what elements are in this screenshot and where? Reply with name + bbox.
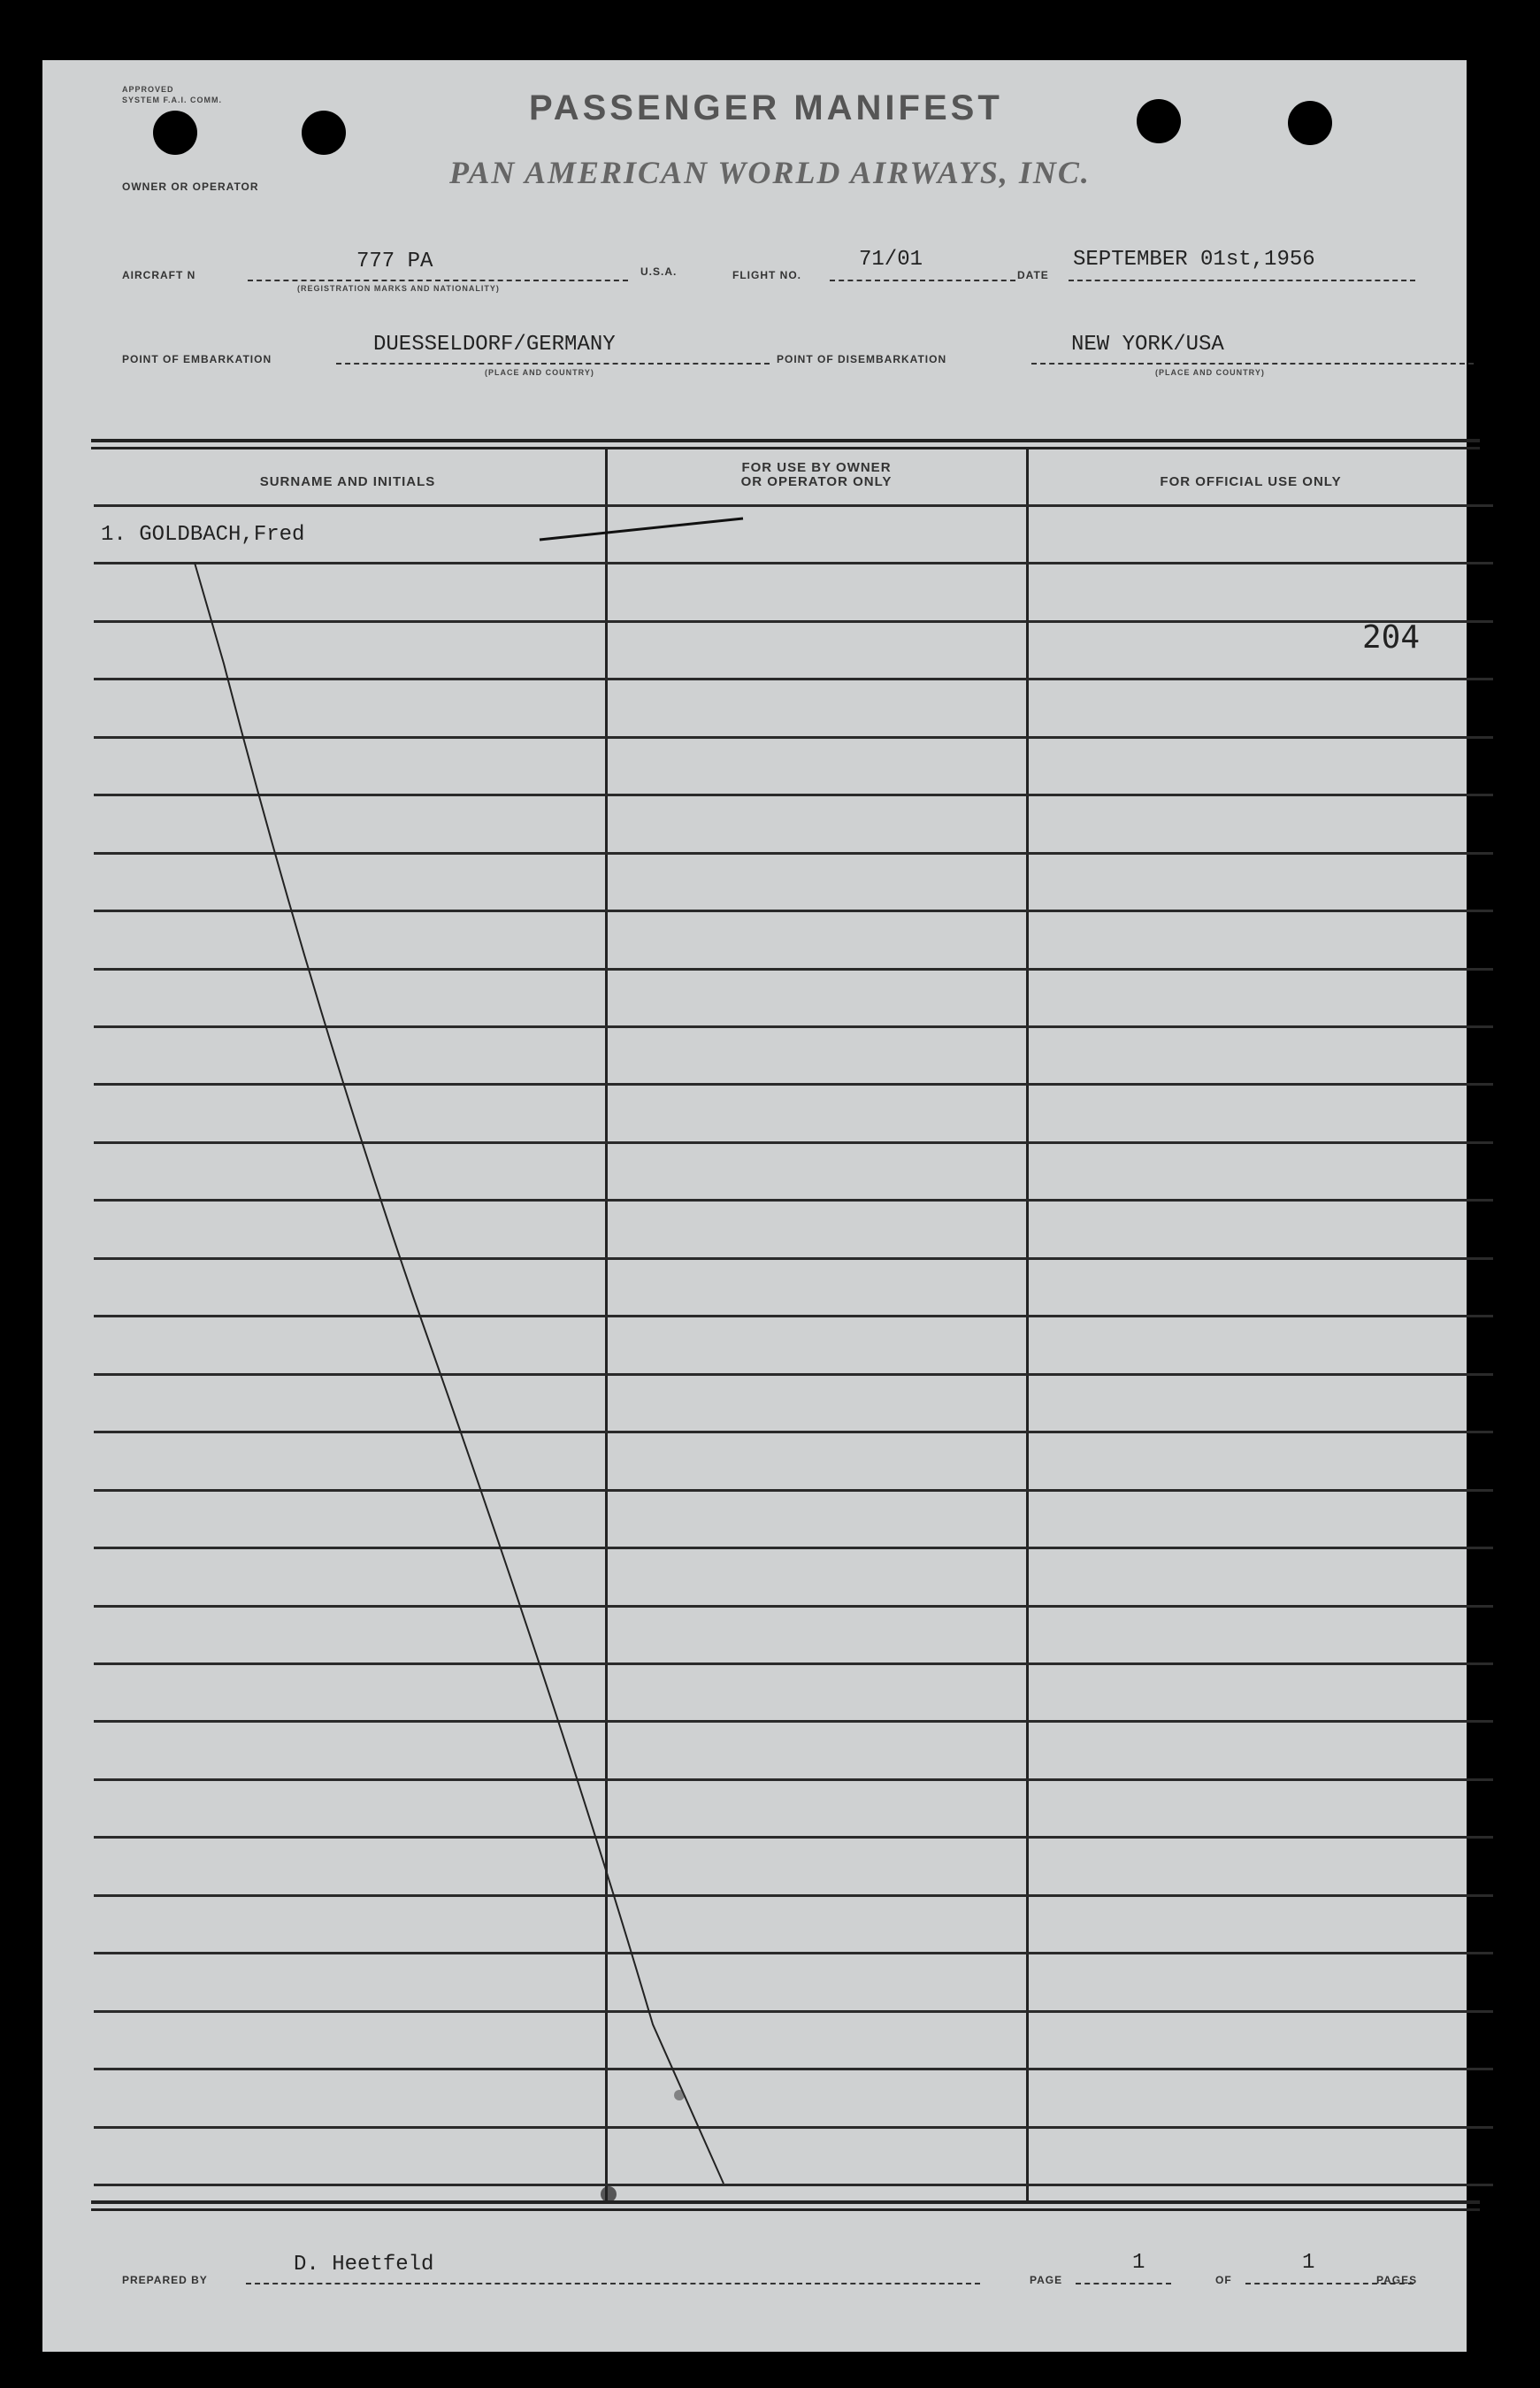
table-bottom-rule-2 xyxy=(91,2208,1480,2211)
registration-caption: (REGISTRATION MARKS AND NATIONALITY) xyxy=(297,284,500,293)
page-underline xyxy=(1076,2283,1171,2284)
aircraft-label: AIRCRAFT N xyxy=(122,269,196,281)
col-header-surname: SURNAME AND INITIALS xyxy=(259,474,436,489)
handwritten-strike-marks xyxy=(42,60,1467,2352)
col-header-owner-line2: OR OPERATOR ONLY xyxy=(740,474,893,489)
page-label: PAGE xyxy=(1030,2274,1063,2286)
page-title: PASSENGER MANIFEST xyxy=(529,88,1003,127)
approval-stamp-line2: SYSTEM F.A.I. COMM. xyxy=(122,96,223,104)
prepared-by-underline xyxy=(246,2283,980,2284)
disembarkation-label: POINT OF DISEMBARKATION xyxy=(777,353,947,365)
usa-label: U.S.A. xyxy=(640,265,678,278)
manifest-sheet xyxy=(42,60,1467,2352)
passenger-entry-1: 1. GOLDBACH,Fred xyxy=(101,523,305,547)
date-label: DATE xyxy=(1017,269,1049,281)
flight-no-value: 71/01 xyxy=(859,248,923,272)
col-header-owner-line1: FOR USE BY OWNER xyxy=(741,460,892,475)
approval-stamp-line1: APPROVED xyxy=(122,85,174,94)
table-bottom-rule-1 xyxy=(91,2200,1480,2204)
embarkation-value: DUESSELDORF/GERMANY xyxy=(373,333,616,357)
official-note: 204 xyxy=(1362,619,1421,656)
of-value: 1 xyxy=(1302,2251,1315,2275)
prepared-by-label: PREPARED BY xyxy=(122,2274,208,2286)
owner-operator-label: OWNER OR OPERATOR xyxy=(122,180,259,193)
embarkation-caption: (PLACE AND COUNTRY) xyxy=(485,368,594,377)
of-label: OF xyxy=(1215,2274,1232,2286)
date-value: SEPTEMBER 01st,1956 xyxy=(1073,248,1315,272)
pages-label: PAGES xyxy=(1376,2274,1418,2286)
col-header-official: FOR OFFICIAL USE ONLY xyxy=(1160,474,1342,489)
disembarkation-caption: (PLACE AND COUNTRY) xyxy=(1155,368,1265,377)
prepared-by-value: D. Heetfeld xyxy=(294,2253,434,2277)
aircraft-value: 777 PA xyxy=(356,250,433,273)
flight-no-label: FLIGHT NO. xyxy=(732,269,801,281)
company-name: PAN AMERICAN WORLD AIRWAYS, INC. xyxy=(449,155,1091,190)
disembarkation-value: NEW YORK/USA xyxy=(1071,333,1224,357)
page-value: 1 xyxy=(1132,2251,1145,2275)
embarkation-label: POINT OF EMBARKATION xyxy=(122,353,272,365)
